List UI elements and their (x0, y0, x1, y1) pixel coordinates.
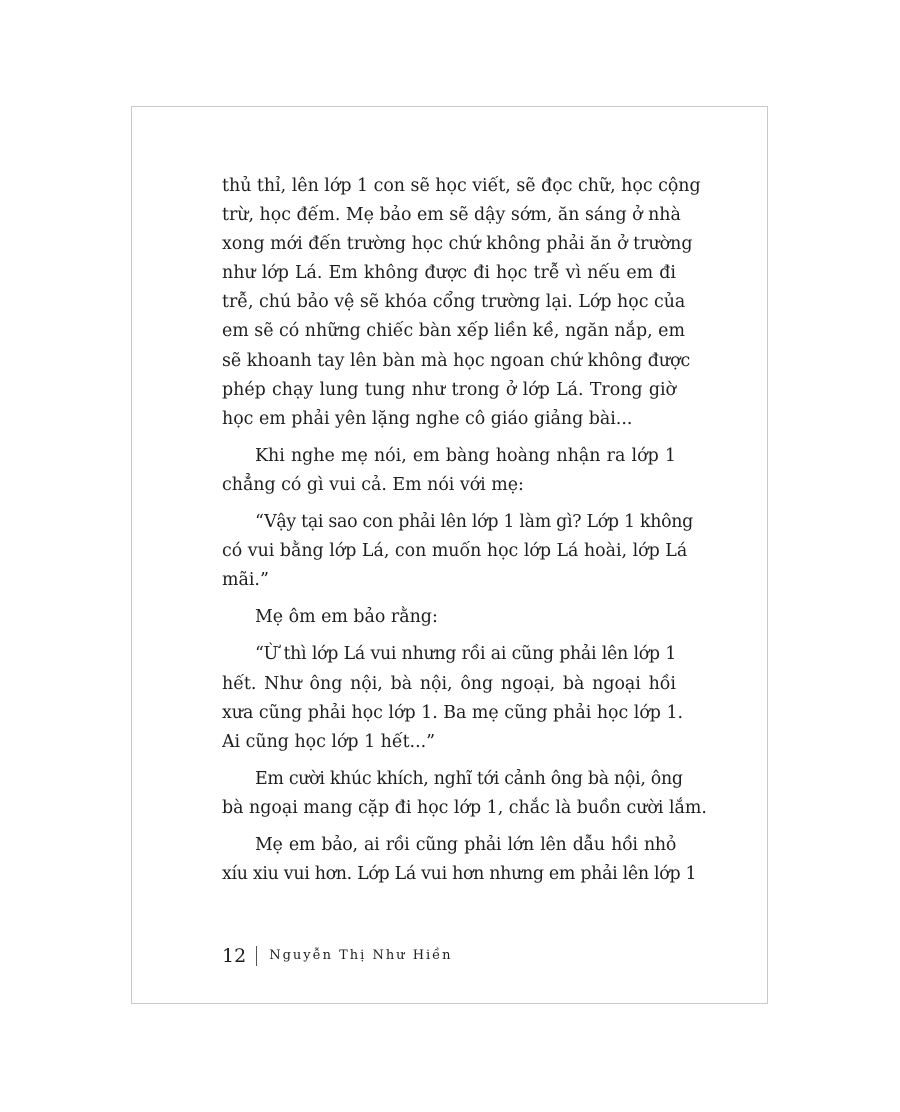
footer-divider (256, 946, 257, 966)
text-line: Ai cũng học lớp 1 hết...” (222, 731, 436, 752)
text-line: có vui bằng lớp Lá, con muốn học lớp Lá hoài, lớp Lá (222, 541, 688, 562)
paragraph (222, 831, 697, 889)
text-line: trễ, chú bảo vệ sẽ khóa cổng trường lại. Lớp học của (222, 292, 686, 313)
paragraph (222, 765, 707, 823)
paragraph (222, 172, 701, 434)
paragraph (222, 508, 693, 595)
text-line: trừ, học đếm. Mẹ bảo em sẽ dậy sớm, ăn sáng ở nhà (222, 205, 681, 226)
text-line: như lớp Lá. Em không được đi học trễ vì nếu em đi (222, 263, 676, 284)
text-line: học em phải yên lặng nghe cô giáo giảng bài... (222, 408, 633, 429)
text-line: Khi nghe mẹ nói, em bàng hoàng nhận ra lớp 1 (255, 445, 676, 466)
author-name: Nguyễn Thị Như Hiền (269, 948, 453, 963)
text-line: phép chạy lung tung như trong ở lớp Lá. Trong giờ (222, 379, 676, 400)
paragraph (222, 603, 676, 632)
body-text (222, 172, 707, 897)
text-line: bà ngoại mang cặp đi học lớp 1, chắc là buồn cười lắm. (222, 797, 707, 818)
text-line: chẳng có gì vui cả. Em nói với mẹ: (222, 474, 524, 495)
paragraph (222, 640, 684, 756)
text-line: xưa cũng phải học lớp 1. Ba mẹ cũng phải học lớp 1. (222, 702, 684, 723)
text-line: Mẹ ôm em bảo rằng: (255, 607, 438, 628)
text-line: xong mới đến trường học chứ không phải ăn ở trường (222, 234, 693, 255)
text-line: Mẹ em bảo, ai rồi cũng phải lớn lên dẫu hồi nhỏ (255, 834, 676, 855)
paragraph (222, 442, 676, 500)
page-number: 12 (222, 945, 247, 967)
text-line: em sẽ có những chiếc bàn xếp liền kề, ngăn nắp, em (222, 321, 685, 342)
text-line: “Ừ thì lớp Lá vui nhưng rồi ai cũng phải lên lớp 1 (255, 644, 676, 665)
text-line: mãi.” (222, 570, 269, 591)
text-line: thủ thỉ, lên lớp 1 con sẽ học viết, sẽ đọc chữ, học cộng (222, 176, 701, 196)
text-line: “Vậy tại sao con phải lên lớp 1 làm gì? Lớp 1 không (255, 512, 693, 533)
text-line: hết. Như ông nội, bà nội, ông ngoại, bà ngoại hồi (222, 673, 676, 694)
page-footer (222, 944, 453, 968)
text-line: Em cười khúc khích, nghĩ tới cảnh ông bà nội, ông (255, 768, 683, 789)
text-line: xíu xiu vui hơn. Lớp Lá vui hơn nhưng em phải lên lớp 1 (222, 864, 697, 885)
text-line: sẽ khoanh tay lên bàn mà học ngoan chứ không được (222, 350, 691, 371)
